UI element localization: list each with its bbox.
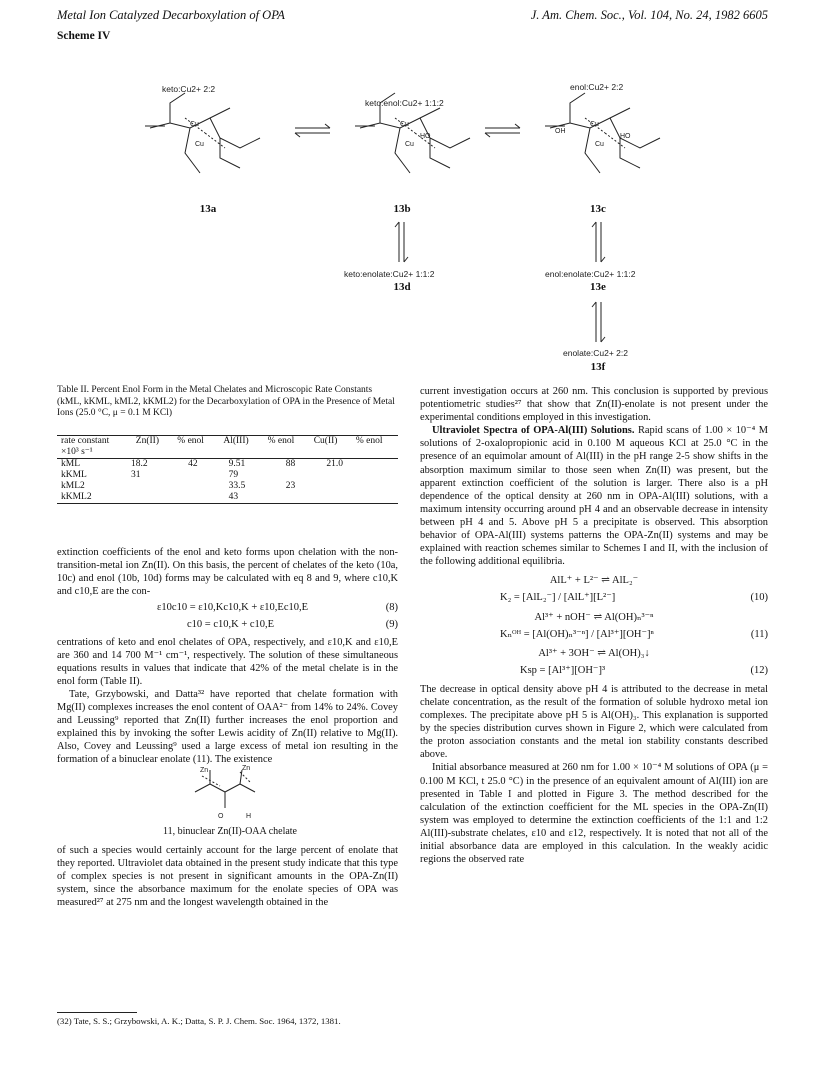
table-col-1: % enol: [177, 436, 204, 446]
table-row: kKML 31 79: [61, 470, 239, 480]
running-title: Metal Ion Catalyzed Decarboxylation of OPA: [57, 8, 285, 22]
scheme-label-13b: keto:enol:Cu2+ 1:1:2: [365, 98, 444, 108]
svg-text:Cu: Cu: [590, 121, 599, 128]
table-row: kML 18.2 42 9.51 88 21.0: [61, 459, 343, 469]
right-column-body: [420, 385, 768, 866]
scheme-structures: [130, 78, 740, 198]
paragraph: centrations of keto and enol chelates of OPA, respectively, and ε10,K and ε10,E are 360 and 14 700 M⁻¹ cm⁻¹, respectively. The solution of these simultaneous equations results in values that indicate that 42% of the metal chelate is in the enol form (Table II).: [57, 636, 398, 687]
compound-13b: 13b: [393, 203, 411, 215]
scheme-label-13f: enolate:Cu2+ 2:2: [563, 348, 628, 358]
compound-13e: 13e: [590, 281, 606, 293]
section-heading: Ultraviolet Spectra of OPA-Al(III) Solutions.: [432, 425, 635, 437]
svg-text:Cu: Cu: [400, 121, 409, 128]
vertical-arrow-ce: [589, 218, 609, 266]
structure-11: [180, 762, 280, 824]
equation-12: Ksp = [Al³⁺][OH⁻]³ (12): [520, 664, 768, 676]
scheme-label-13e: enol:enolate:Cu2+ 1:1:2: [545, 269, 636, 279]
footnote-32: (32) Tate, S. S.; Grzybowski, A. K.; Datta, S. P. J. Chem. Soc. 1964, 1372, 1381.: [57, 1016, 341, 1026]
table-head-rate: rate constant ×10³ s⁻¹: [61, 436, 110, 457]
equation-precipitate: Al³⁺ + 3OH⁻ ⇌ Al(OH)₃↓: [538, 647, 650, 659]
paragraph: Tate, Grzybowski, and Datta³² have reported that chelate formation with Mg(II) complexes increases the enol content of OAA²⁻ from 14% to 24%. Covey and Leussing⁹ reported that Zn(II) further increases the enol proportion and explained this by invoking the softer Lewis acidity of Zn(II) relative to Mg(II). Also, Covey and Leussing⁹ used a large excess of metal ion resulting in the formation of a binuclear enolate (11). The existence: [57, 688, 398, 766]
svg-text:OH: OH: [555, 128, 566, 135]
compound-13c: 13c: [590, 203, 606, 215]
table-col-3: % enol: [267, 436, 295, 446]
table-col-2: Al(III): [223, 436, 249, 446]
table-caption: Table II. Percent Enol Form in the Metal Chelates and Microscopic Rate Constants (kML, kKML, kML2, kKML2) for the Decarboxylation of OPA in the Presence of Metal Ions (25.0 °C, μ = 0.1 M KCl): [57, 385, 395, 418]
structure-13a: [145, 93, 260, 173]
journal-citation: J. Am. Chem. Soc., Vol. 104, No. 24, 1982 6605: [530, 8, 768, 22]
svg-text:Cu: Cu: [405, 141, 414, 148]
scheme-label-13a: keto:Cu2+ 2:2: [162, 84, 216, 94]
svg-text:Cu: Cu: [195, 141, 204, 148]
equilibrium-arrow-bc: [485, 124, 520, 137]
scheme-label-13d: keto:enolate:Cu2+ 1:1:2: [344, 269, 435, 279]
svg-text:Cu: Cu: [595, 141, 604, 148]
paragraph: current investigation occurs at 260 nm. This conclusion is supported by previous potentiometric studies²⁷ that show that Zn(II)-enolate is not present under the experimental conditions employed in this investigation.: [420, 386, 768, 424]
left-column-body: [57, 546, 398, 767]
structure-11-caption: 11, binuclear Zn(II)-OAA chelate: [162, 826, 297, 837]
vertical-arrow-ef: [589, 298, 609, 346]
paragraph: of such a species would certainly account for the large percent of enolate that they reported. Ultraviolet data obtained in the present study indicate that this type of complex species is not present in significant amounts in the OPA-Zn(II) system, since the absorbance maximum for the enolate species of OPA was measured²⁷ at 275 nm and the longest wavelength obtained in the: [57, 845, 398, 909]
svg-text:HO: HO: [620, 133, 631, 140]
paragraph: Ultraviolet Spectra of OPA-Al(III) Solutions. Rapid scans of 1.00 × 10⁻⁴ M solutions of 2-oxalopropionic acid in 0.100 M aqueous KCl at 25.0 °C in the presence of an equimolar amount of Al(III) in the pH range 2-5 show shifts in the absorption maximum similar to those seen when Zn(II) was present, but the apparent extinction coefficient of the solution is larger. There also is a pH dependence of the optical density at 260 nm in OPA-Al(III) solutions, with a maximum intensity occurring around pH 4 and an observable decrease in intensity between pH 4 and 5. Above pH 5 a precipitate is observed. This absorption behavior of OPA-Al(III) systems patterns the OPA-Zn(II) systems and may be explained with reaction schemes similar to Schemes I and II, with the inclusion of the following additional equilibria.: [420, 425, 768, 568]
table-row: kML2 33.5 23: [61, 481, 296, 491]
table-bottom-rule: [57, 503, 398, 504]
table-col-0: Zn(II): [135, 436, 160, 446]
equation-hydroxo: Al³⁺ + nOH⁻ ⇌ Al(OH)ₙ³⁻ⁿ: [534, 611, 654, 623]
equation-10: K₂ = [AlL₂⁻] / [AlL⁺][L²⁻] (10): [500, 592, 768, 604]
compound-13f: 13f: [590, 361, 606, 373]
svg-text:HO: HO: [420, 133, 431, 140]
compound-13a: 13a: [199, 203, 217, 215]
svg-text:H: H: [246, 813, 252, 820]
table-ii: [57, 435, 398, 504]
equation-11: Kₙᴼᴴ = [Al(OH)ₙ³⁻ⁿ] / [Al³⁺][OH⁻]ⁿ (11): [500, 628, 768, 640]
svg-text:Cu: Cu: [190, 121, 199, 128]
table-col-4: Cu(II): [313, 436, 338, 446]
paragraph: The decrease in optical density above pH 4 is attributed to the decrease in metal chelate concentration, as the result of the formation of soluble hydroxo metal ion complexes. The precipitate above pH 5 is Al(OH)₃. This explanation is supported by the species distribution curves shown in Figure 2, which were calculated from the proton association constants and the metal ion stability constants described above.: [420, 683, 768, 761]
equilibrium-arrow-ab: [295, 124, 330, 137]
table-row: kKML2 43: [61, 492, 239, 502]
compound-13d: 13d: [393, 281, 411, 293]
equation-alL2: AlL⁺ + L²⁻ ⇌ AlL₂⁻: [549, 575, 639, 587]
equation-9: c10 = c10,K + c10,E (9): [187, 619, 398, 631]
footnote-rule: [57, 1012, 137, 1013]
svg-text:Zn: Zn: [242, 765, 251, 772]
vertical-arrow-bd: [392, 218, 412, 266]
svg-text:Zn: Zn: [200, 767, 209, 774]
paragraph: extinction coefficients of the enol and keto forms upon chelation with the non-transition-metal ion Zn(II). On this basis, the percent of chelates of the keto (10a, 10c) and enol (10b, 10d) forms may be calculated with eq 8 and 9, where c10,K and c10,E are the con-: [57, 547, 398, 598]
paragraph: Initial absorbance measured at 260 nm for 1.00 × 10⁻⁴ M solutions of OPA (μ = 0.100 M KCl, t 25.0 °C) in the presence of an equivalent amount of Al(III) ion are presented in Table I and plotted in Figure 3. The method described for the calculation of the extinction coefficient for the ML species in the OPA-Zn(II) system was employed to determine the extinction coefficients of the 1:1 and 1:2 Al(III)-substrate chelates, ε10 and ε12, respectively. It is noted that not all of the initial absorbance data are employed in this calculation. In the weakly acidic regions the observed rate: [420, 762, 768, 866]
scheme-label-13c: enol:Cu2+ 2:2: [570, 82, 624, 92]
equation-8: ε10c10 = ε10,Kc10,K + ε10,Ec10,E (8): [157, 602, 398, 614]
table-col-5: % enol: [355, 436, 383, 446]
scheme-title: Scheme IV: [57, 30, 111, 42]
svg-text:O: O: [218, 813, 224, 820]
left-column-body-2: [57, 844, 398, 909]
